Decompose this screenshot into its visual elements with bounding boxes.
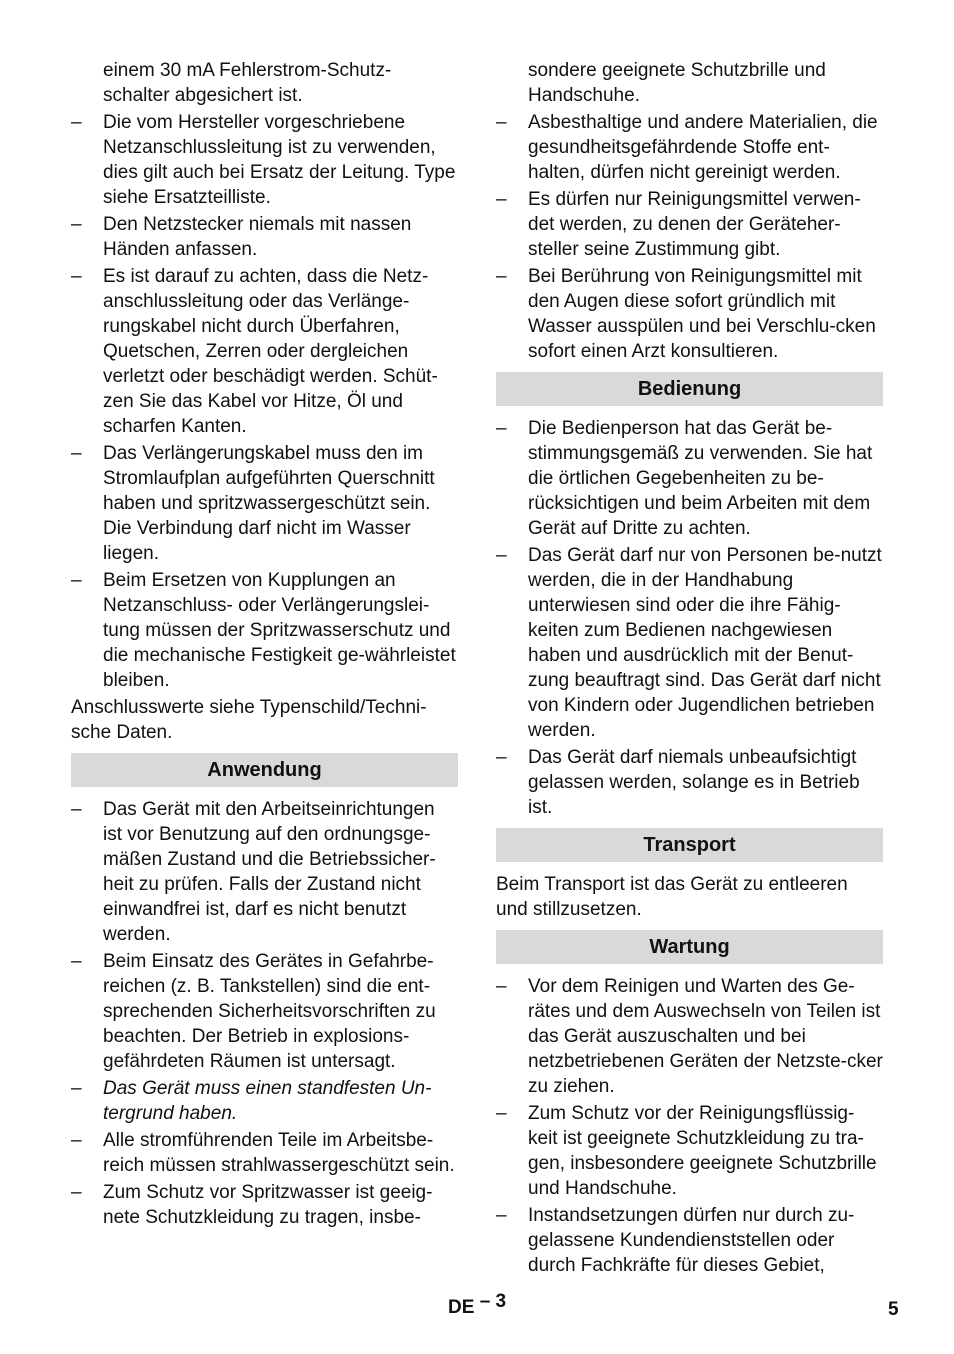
dash-bullet: – bbox=[71, 1130, 82, 1151]
dash-bullet: – bbox=[496, 266, 507, 287]
footer-section-page: 3 bbox=[495, 1291, 507, 1312]
dash-bullet: – bbox=[496, 545, 507, 566]
dash-bullet: – bbox=[71, 214, 82, 235]
list-item: – Die vom Hersteller vorgeschriebene Netzanschlussleitung ist zu verwenden, dies gilt auch bei Ersatz der Leitung. Type siehe Ersatzteilliste. bbox=[71, 112, 456, 208]
dash-bullet: – bbox=[71, 1182, 82, 1203]
dash-bullet: – bbox=[71, 570, 82, 591]
list-item: – Es dürfen nur Reinigungsmittel verwen-det werden, zu denen der Geräteher-steller seine Zustimmung gibt. bbox=[496, 189, 861, 260]
connection-note: Anschlusswerte siehe Typenschild/Techni-sche Daten. bbox=[71, 697, 427, 743]
left-column bbox=[71, 58, 458, 1230]
dash-bullet: – bbox=[496, 189, 507, 210]
section-heading-wartung: Wartung bbox=[496, 930, 883, 964]
dash-bullet: – bbox=[496, 1103, 507, 1124]
footer-dash: – bbox=[479, 1291, 491, 1312]
section-heading-anwendung: Anwendung bbox=[71, 753, 458, 787]
list-item: – Den Netzstecker niemals mit nassen Händen anfassen. bbox=[71, 214, 412, 260]
dash-bullet: – bbox=[71, 1078, 82, 1099]
list-item: – Beim Ersetzen von Kupplungen an Netzanschluss- oder Verlängerungslei-tung müssen der Spritzwasserschutz und die mechanische Festigkeit ge-währleistet bleiben. bbox=[71, 570, 456, 691]
dash-bullet: – bbox=[496, 747, 507, 768]
footer-language-marker bbox=[448, 1291, 507, 1319]
list-item: – Die Bedienperson hat das Gerät be-stimmungsgemäß zu verwenden. Sie hat die örtlichen Gegebenheiten zu be-rücksichtigen und beim Arbeiten mit dem Gerät auf Dritte zu achten. bbox=[496, 418, 873, 539]
dash-bullet: – bbox=[71, 266, 82, 287]
dash-bullet: – bbox=[71, 112, 82, 133]
list-item: – Instandsetzungen dürfen nur durch zu-gelassene Kundendienststellen oder durch Fachkräfte für dieses Gebiet, bbox=[496, 1205, 855, 1276]
list-item: – Zum Schutz vor Spritzwasser ist geeig-nete Schutzkleidung zu tragen, insbe- bbox=[71, 1182, 433, 1228]
dash-bullet: – bbox=[496, 1205, 507, 1226]
list-item: – Es ist darauf zu achten, dass die Netz-anschlussleitung oder das Verlänge-rungskabel nicht durch Überfahren, Quetschen, Zerren oder dergleichen verletzt oder beschädigt werden. Schüt-zen Sie das Kabel vor Hitze, Öl und scharfen Kanten. bbox=[71, 266, 438, 437]
dash-bullet: – bbox=[71, 443, 82, 464]
dash-bullet: – bbox=[496, 418, 507, 439]
list-item: – Das Gerät muss einen standfesten Un-tergrund haben. bbox=[71, 1078, 432, 1124]
list-item: – Alle stromführenden Teile im Arbeitsbe-reich müssen strahlwassergeschützt sein. bbox=[71, 1130, 455, 1176]
dash-bullet: – bbox=[496, 112, 507, 133]
list-item: – Bei Berührung von Reinigungsmittel mit den Augen diese sofort gründlich mit Wasser ausspülen und bei Verschlu-cken sofort einen Arzt konsultieren. bbox=[496, 266, 876, 362]
footer-lang: DE bbox=[448, 1297, 475, 1318]
dash-bullet: – bbox=[496, 976, 507, 997]
list-item: – Das Gerät darf niemals unbeaufsichtigt gelassen werden, solange es in Betrieb ist. bbox=[496, 747, 860, 818]
continuation-text: sondere geeignete Schutzbrille und Handschuhe. bbox=[528, 60, 826, 106]
list-item: – Das Gerät darf nur von Personen be-nutzt werden, die in der Handhabung unterwiesen sind oder die ihre Fähig-keiten zum Bedienen nachgewiesen haben und ausdrücklich mit der Benut-zung beauftragt sind. Das Gerät darf nicht von Kindern oder Jugendlichen betrieben werden. bbox=[496, 545, 882, 741]
continuation-text: einem 30 mA Fehlerstrom-Schutz- schalter abgesichert ist. bbox=[103, 60, 392, 106]
transport-text: Beim Transport ist das Gerät zu entleeren und stillzusetzen. bbox=[496, 874, 848, 920]
list-item: – Das Verlängerungskabel muss den im Stromlaufplan aufgeführten Querschnitt haben und spritzwassergeschützt sein. Die Verbindung darf nicht im Wasser liegen. bbox=[71, 443, 435, 564]
list-item: – Beim Einsatz des Gerätes in Gefahrbe-reichen (z. B. Tankstellen) sind die ent-sprechenden Sicherheitsvorschriften zu beachten. Der Betrieb in explosions-gefährdeten Räumen ist untersagt. bbox=[71, 951, 436, 1072]
section-heading-bedienung: Bedienung bbox=[496, 372, 883, 406]
section-heading-transport: Transport bbox=[496, 828, 883, 862]
list-item: – Zum Schutz vor der Reinigungsflüssig-keit ist geeignete Schutzkleidung zu tra-gen, insbesondere geeignete Schutzbrille und Handschuhe. bbox=[496, 1103, 877, 1199]
dash-bullet: – bbox=[71, 799, 82, 820]
right-column bbox=[496, 58, 883, 1278]
dash-bullet: – bbox=[71, 951, 82, 972]
list-item: – Asbesthaltige und andere Materialien, die gesundheitsgefährdende Stoffe ent-halten, dürfen nicht gereinigt werden. bbox=[496, 112, 878, 183]
list-item: – Das Gerät mit den Arbeitseinrichtungen ist vor Benutzung auf den ordnungsge-mäßen Zustand und die Betriebssicher-heit zu prüfen. Falls der Zustand nicht einwandfrei ist, darf es nicht benutzt werden. bbox=[71, 799, 436, 945]
page-number: 5 bbox=[888, 1299, 899, 1320]
list-item: – Vor dem Reinigen und Warten des Ge-rätes und dem Auswechseln von Teilen ist das Gerät auszuschalten und bei netzbetriebenen Geräten der Netzste-cker zu ziehen. bbox=[496, 976, 883, 1097]
